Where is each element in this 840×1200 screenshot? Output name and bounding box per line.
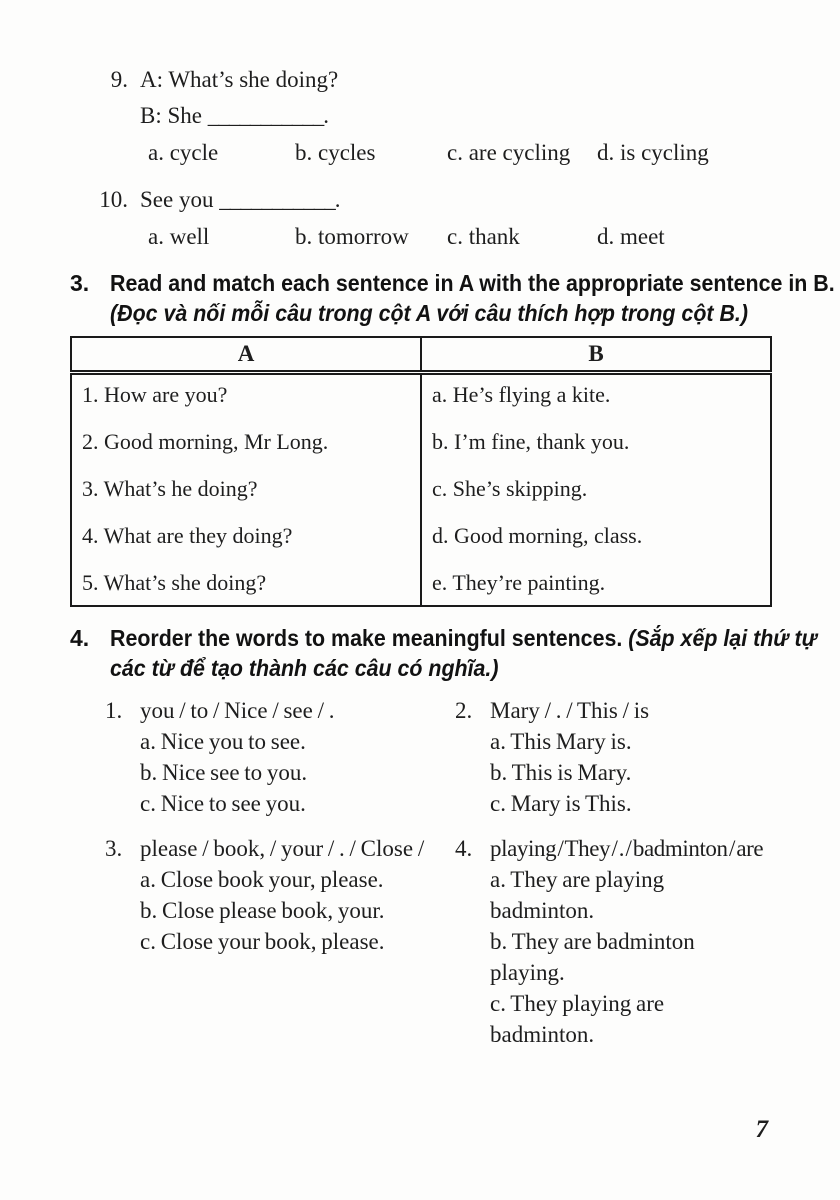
reorder-item-1-prompt: you / to / Nice / see / . [140, 698, 335, 723]
section-4-heading [70, 623, 817, 683]
section-3-title-en: Read and match each sentence in A with the appropriate sentence in B. [110, 270, 835, 296]
section-3-heading [70, 268, 835, 328]
match-column-a [71, 373, 421, 607]
reorder-option: b. Nice see to you. [140, 760, 308, 785]
reorder-item-1 [105, 695, 455, 819]
answer-blank: ___________. [219, 187, 340, 212]
question-9 [70, 62, 772, 168]
question-9-number: 9. [110, 67, 128, 92]
option-a: a. cycle [148, 140, 219, 165]
reorder-item-3-number: 3. [105, 836, 123, 861]
question-9-line-a: A: What’s she doing? [140, 67, 339, 92]
match-item-a1: 1. How are you? [82, 382, 228, 407]
column-header-a: A [71, 337, 421, 373]
answer-blank: ___________. [207, 103, 328, 128]
reorder-option: a. Close book your, please. [140, 867, 384, 892]
option-d: d. meet [597, 224, 665, 249]
reorder-option: a. This Mary is. [490, 729, 632, 754]
question-10-options [148, 222, 772, 252]
option-d: d. is cycling [597, 140, 709, 165]
reorder-item-4 [455, 833, 772, 1050]
reorder-item-3-prompt: please / book, / your / . / Close / [140, 836, 425, 861]
reorder-option: a. They are playing badminton. [490, 867, 665, 923]
match-item-b2: b. I’m fine, thank you. [432, 429, 630, 454]
option-c: c. are cycling [447, 140, 571, 165]
reorder-item-2-number: 2. [455, 698, 473, 723]
reorder-option: c. Nice to see you. [140, 791, 306, 816]
section-4-title-line1 [110, 623, 817, 653]
reorder-option: c. They playing are badminton. [490, 991, 665, 1047]
question-9-line-b: B: She ___________. [140, 103, 328, 128]
column-header-b: B [421, 337, 771, 373]
option-a: a. well [148, 224, 210, 249]
reorder-option: c. Mary is This. [490, 791, 632, 816]
reorder-item-4-number: 4. [455, 836, 473, 861]
match-item-b4: d. Good morning, class. [432, 523, 643, 548]
section-4-title-vi-part2: các từ để tạo thành các câu có nghĩa.) [110, 655, 499, 681]
reorder-exercise [105, 695, 772, 1050]
option-b: b. cycles [295, 140, 376, 165]
section-4-title-vi-part1: (Sắp xếp lại thứ tự [628, 625, 817, 651]
reorder-item-2 [455, 695, 772, 819]
reorder-option: b. They are badminton playing. [490, 929, 695, 985]
match-item-a4: 4. What are they doing? [82, 523, 293, 548]
match-column-b [421, 373, 771, 607]
reorder-option: c. Close your book, please. [140, 929, 385, 954]
section-3-title-vi: (Đọc và nối mỗi câu trong cột A với câu thích hợp trong cột B.) [110, 300, 748, 326]
question-9-options [148, 138, 772, 168]
match-item-a2: 2. Good morning, Mr Long. [82, 429, 329, 454]
page-number: 7 [755, 1116, 768, 1143]
match-item-a5: 5. What’s she doing? [82, 570, 267, 595]
reorder-item-1-number: 1. [105, 698, 123, 723]
question-10 [70, 182, 772, 252]
match-table [70, 336, 772, 607]
section-3-number: 3. [70, 270, 90, 296]
reorder-option: b. Close please book, your. [140, 898, 385, 923]
option-c: c. thank [447, 224, 520, 249]
reorder-option: b. This is Mary. [490, 760, 632, 785]
option-b: b. tomorrow [295, 224, 409, 249]
section-4-number: 4. [70, 625, 90, 651]
reorder-item-2-prompt: Mary / . / This / is [490, 698, 650, 723]
match-item-b5: e. They’re painting. [432, 570, 606, 595]
reorder-option: a. Nice you to see. [140, 729, 306, 754]
section-4-title-en: Reorder the words to make meaningful sentences. [110, 625, 623, 651]
match-item-a3: 3. What’s he doing? [82, 476, 258, 501]
match-item-b1: a. He’s flying a kite. [432, 382, 611, 407]
reorder-item-3 [105, 833, 455, 1050]
reorder-item-4-prompt: playing / They / . / badminton / are [490, 836, 764, 861]
match-item-b3: c. She’s skipping. [432, 476, 588, 501]
question-10-number: 10. [99, 187, 128, 212]
question-10-prompt: See you ___________. [140, 187, 340, 212]
